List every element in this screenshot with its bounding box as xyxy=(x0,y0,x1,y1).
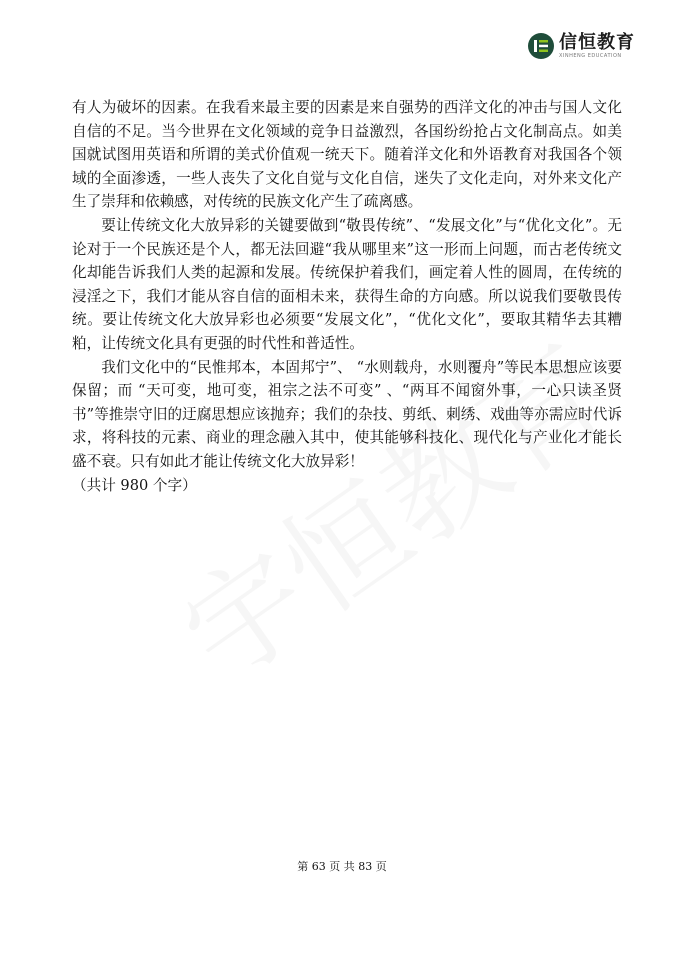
brand-logo xyxy=(528,30,648,62)
logo-title: 信恒教育 xyxy=(559,31,635,53)
word-count-note: （共计 980 个字） xyxy=(72,476,197,494)
document-body xyxy=(72,96,622,497)
logo-subtitle: XINHENG EDUCATION xyxy=(559,52,622,59)
paragraph-continued: 有人为破坏的因素。在我看来最主要的因素是来自强势的西洋文化的冲击与国人文化自信的不足。当今世界在文化领域的竞争日益激烈，各国纷纷抢占文化制高点。如美国就试图用英语和所谓的美式价值观一统天下。随着洋文化和外语教育对我国各个领域的全面渗透，一些人丧失了文化自觉与文化自信，迷失了文化走向，对外来文化产生了崇拜和依赖感，对传统的民族文化产生了疏离感。 xyxy=(72,99,622,211)
logo-emblem-icon xyxy=(528,33,554,59)
page-number: 第 63 页 共 83 页 xyxy=(297,860,387,873)
paragraph: 要让传统文化大放异彩的关键要做到“敬畏传统”、“发展文化”与“优化文化”。无论对于一个民族还是个人，都无法回避“我从哪里来”这一形而上问题，而古老传统文化却能告诉我们人类的起源和发展。传统保护着我们，画定着人性的圆周，在传统的浸淫之下，我们才能从容自信的面相未来，获得生命的方向感。所以说我们要敬畏传统。要让传统文化大放异彩也必须要“发展文化”，“优化文化”，要取其精华去其糟粕，让传统文化具有更强的时代性和普适性。 xyxy=(72,216,622,352)
paragraph: 我们文化中的“民惟邦本，本固邦宁”、 “水则载舟，水则覆舟”等民本思想应该要保留；而 “天可变，地可变，祖宗之法不可变” 、“两耳不闻窗外事，一心只读圣贤书”等推崇守旧的迂腐思想应该抛弃；我们的杂技、剪纸、刺绣、戏曲等亦需应时代诉求，将科技的元素、商业的理念融入其中，使其能够科技化、现代化与产业化才能长盛不衰。只有如此才能让传统文化大放异彩！ xyxy=(72,358,622,470)
